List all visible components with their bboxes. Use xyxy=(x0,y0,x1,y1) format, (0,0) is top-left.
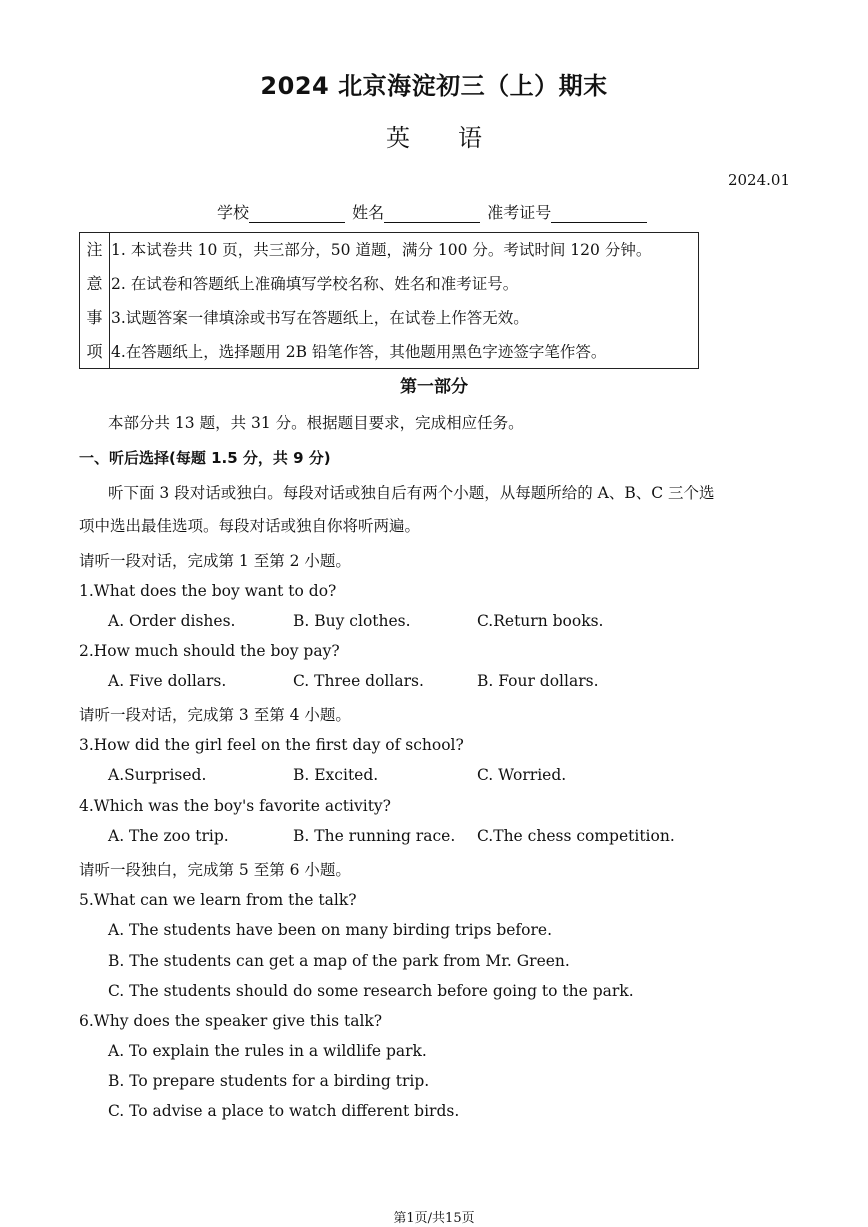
student-info-line xyxy=(217,200,649,223)
option-a: A. Five dollars. xyxy=(108,672,227,690)
option-b: B. The running race. xyxy=(293,827,456,845)
name-blank xyxy=(384,208,480,223)
notes-label xyxy=(80,233,110,368)
school-blank xyxy=(249,208,345,223)
page-number: 第1页/共15页 xyxy=(393,1211,475,1226)
notes-label-char: 项 xyxy=(86,342,103,361)
section-heading: 一、听后选择(每题 1.5 分，共 9 分) xyxy=(79,449,331,467)
question-5: 5.What can we learn from the talk? xyxy=(79,891,357,909)
name-label: 姓名 xyxy=(352,203,385,222)
listening-prompt: 请听一段对话，完成第 1 至第 2 小题。 xyxy=(79,552,351,570)
exam-date: 2024.01 xyxy=(727,171,790,189)
option-b: C. Three dollars. xyxy=(293,672,424,690)
option-c: C. To advise a place to watch different birds. xyxy=(108,1102,460,1120)
option-c: C. Worried. xyxy=(477,766,567,784)
instruction-line: 听下面 3 段对话或独白。每段对话或独自后有两个小题，从每题所给的 A、B、C 三个选 xyxy=(108,484,715,502)
question-4: 4.Which was the boy's favorite activity? xyxy=(79,797,391,815)
notes-label-char: 注 xyxy=(86,240,103,259)
note-item: 3.试题答案一律填涂或书写在答题纸上，在试卷上作答无效。 xyxy=(111,309,529,327)
note-item: 1. 本试卷共 10 页，共三部分，50 道题，满分 100 分。考试时间 120 分钟。 xyxy=(111,241,652,259)
question-6: 6.Why does the speaker give this talk? xyxy=(79,1012,383,1030)
listening-prompt: 请听一段对话，完成第 3 至第 4 小题。 xyxy=(79,706,351,724)
option-b: B. Buy clothes. xyxy=(293,612,411,630)
question-3: 3.How did the girl feel on the first day of school? xyxy=(79,736,464,754)
instruction-line: 项中选出最佳选项。每段对话或独自你将听两遍。 xyxy=(79,517,421,535)
listening-prompt: 请听一段独白，完成第 5 至第 6 小题。 xyxy=(79,861,351,879)
option-a: A. To explain the rules in a wildlife park. xyxy=(108,1042,427,1060)
question-1: 1.What does the boy want to do? xyxy=(79,582,337,600)
exam-title: 2024 北京海淀初三（上）期末 xyxy=(260,72,608,100)
notes-box xyxy=(79,232,699,369)
notes-label-char: 意 xyxy=(86,274,103,293)
option-a: A.Surprised. xyxy=(108,766,207,784)
option-c: C.Return books. xyxy=(477,612,604,630)
school-label: 学校 xyxy=(217,203,250,222)
option-c: C. The students should do some research before going to the park. xyxy=(108,982,634,1000)
note-item: 4.在答题纸上，选择题用 2B 铅笔作答，其他题用黑色字迹签字笔作答。 xyxy=(111,343,607,361)
id-blank xyxy=(551,208,647,223)
option-b: B. The students can get a map of the park from Mr. Green. xyxy=(108,952,570,970)
note-item: 2. 在试卷和答题纸上准确填写学校名称、姓名和准考证号。 xyxy=(111,275,519,293)
question-2: 2.How much should the boy pay? xyxy=(79,642,340,660)
part-intro: 本部分共 13 题，共 31 分。根据题目要求，完成相应任务。 xyxy=(108,414,524,432)
notes-body xyxy=(110,233,698,368)
notes-label-char: 事 xyxy=(86,308,103,327)
option-c: B. Four dollars. xyxy=(477,672,599,690)
subject-title: 英语 xyxy=(386,124,530,152)
option-a: A. Order dishes. xyxy=(108,612,236,630)
option-a: A. The students have been on many birding trips before. xyxy=(108,921,552,939)
option-b: B. To prepare students for a birding trip. xyxy=(108,1072,430,1090)
id-label: 准考证号 xyxy=(487,203,552,222)
part-title: 第一部分 xyxy=(400,377,468,397)
option-a: A. The zoo trip. xyxy=(108,827,229,845)
option-b: B. Excited. xyxy=(293,766,379,784)
option-c: C.The chess competition. xyxy=(477,827,675,845)
